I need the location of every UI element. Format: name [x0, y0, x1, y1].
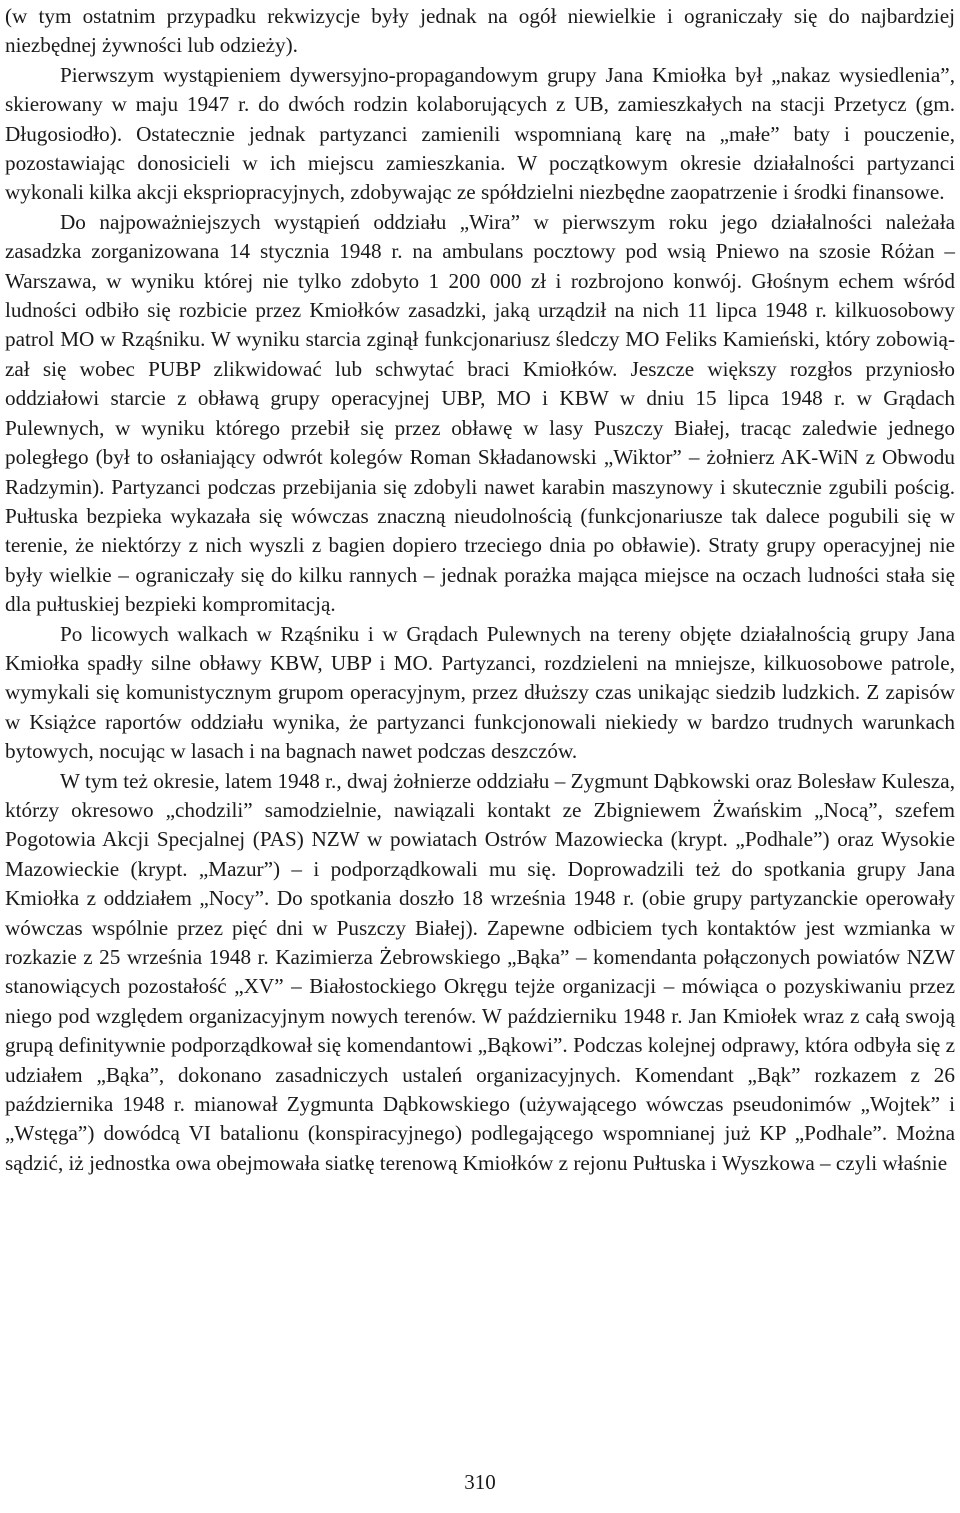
- paragraph-2: Pierwszym wystąpieniem dywersyjno-propagandowym grupy Jana Kmiołka był „nakaz wysiedlenia”, skierowany w maju 1947 r. do dwóch rodzin kolaborujących z UB, zamieszkałych na stacji Przetycz (gm. Długosiodło). Ostatecznie jednak partyzanci zamienili wspomnianą karę na „małe” baty i pouczenie, pozostawiając donosicieli w ich miejscu zamieszkania. W początkowym okresie działalności partyzanci wykonali kilka akcji ekspriopracyjnych, zdobywając ze spółdzielni niezbędne zaopatrzenie i środki finansowe.: [5, 62, 955, 205]
- page-body: [5, 2, 955, 1178]
- paragraph-5: W tym też okresie, latem 1948 r., dwaj żołnierze oddziału – Zygmunt Dąbkowski oraz Bolesław Kulesza, którzy okresowo „chodzili” samodzielnie, nawiązali kontakt ze Zbigniewem Żwańskim „Nocą”, szefem Pogotowia Akcji Specjalnej (PAS) NZW w powiatach Ostrów Mazowiecka (krypt. „Podhale”) oraz Wysokie Mazowieckie (krypt. „Mazur”) – i podporządkowali mu się. Doprowadzili też do spotkania grupy Jana Kmiołka z oddziałem „Nocy”. Do spotkania doszło 18 września 1948 r. (obie grupy partyzanckie operowały wówczas wspólnie przez pięć dni w Puszczy Białej). Zapewne odbiciem tych kontaktów jest wzmianka w rozkazie z 25 września 1948 r. Kazimierza Żebrowskiego „Bąka” – komendanta połączonych powiatów NZW stanowiących pozostałość „XV” – Białostockiego Okręgu tejże organizacji – mówiąca o pozyskiwaniu przez niego pod względem organizacyjnym nowych terenów. W październiku 1948 r. Jan Kmiołek wraz z całą swoją grupą definitywnie podporządkował się komendantowi „Bąkowi”. Podczas kolejnej odprawy, która odbyła się z udziałem „Bąka”, dokonano zasadniczych ustaleń organizacyjnych. Komendant „Bąk” rozkazem z 26 października 1948 r. mianował Zygmunta Dąbkowskiego (używającego wówczas pseudonimów „Wojtek” i „Wstęga”) dowódcą VI batalionu (konspiracyjnego) podlegającego wspomnianej już KP „Podhale”. Można sądzić, iż jednostka owa obejmowała siatkę terenową Kmiołków z rejonu Pułtuska i Wyszkowa – czyli właśnie: [5, 768, 955, 1175]
- paragraph-3: Do najpoważniejszych wystąpień oddziału „Wira” w pierwszym roku jego działalności należała zasadzka zorganizowana 14 stycznia 1948 r. na ambulans pocztowy pod wsią Pniewo na szosie Różan – Warszawa, w wyniku której nie tylko zdobyto 1 200 000 zł i rozbrojono konwój. Głośnym echem wśród ludności odbiło się rozbicie przez Kmiołków zasadzki, jaką urządził na nich 11 lipca 1948 r. kilkuosobowy patrol MO w Rząśniku. W wyniku starcia zginął funkcjonariusz śledczy MO Feliks Kamieński, który zobowiązał się wobec PUBP zlikwidować lub schwytać braci Kmiołków. Jeszcze większy rozgłos przyniosło oddziałowi starcie z obławą grupy operacyjnej UBP, MO i KBW w dniu 15 lipca 1948 r. w Grądach Pulewnych, w wyniku którego przebił się przez obławę w lasy Puszczy Białej, tracąc zaledwie jednego poległego (był to osłaniający odwrót kolegów Roman Składanowski „Wiktor” – żołnierz AK-WiN z Obwodu Radzymin). Partyzanci podczas przebijania się zdobyli nawet karabin maszynowy i skutecznie zgubili pościg. Pułtuska bezpieka wykazała się wówczas znaczną nieudolnością (funkcjonariusze tak dalece pogubili się w terenie, że niektórzy z nich wyszli z bagien dopiero trzeciego dnia po obławie). Straty grupy operacyjnej nie były wielkie – ograniczały się do kilku rannych – jednak porażka mająca miejsce na oczach ludności stała się dla pułtuskiej bezpieki kompromitacją.: [5, 209, 955, 617]
- page-number: 310: [464, 1470, 496, 1494]
- paragraph-4: Po licowych walkach w Rząśniku i w Grądach Pulewnych na tereny objęte działalnością grupy Jana Kmiołka spadły silne obławy KBW, UBP i MO. Partyzanci, rozdzieleni na mniejsze, kilkuosobowe patrole, wymykali się komunistycznym grupom operacyjnym, przez dłuższy czas unikając siedzib ludzkich. Z zapisów w Książce raportów oddziału wynika, że partyzanci funkcjonowali niekiedy w bardzo trudnych warunkach bytowych, nocując w lasach i na bagnach nawet podczas deszczów.: [5, 621, 955, 764]
- paragraph-1: (w tym ostatnim przypadku rekwizycje były jednak na ogół niewielkie i ograniczały się do najbardziej niezbędnej żywności lub odzieży).: [5, 4, 955, 58]
